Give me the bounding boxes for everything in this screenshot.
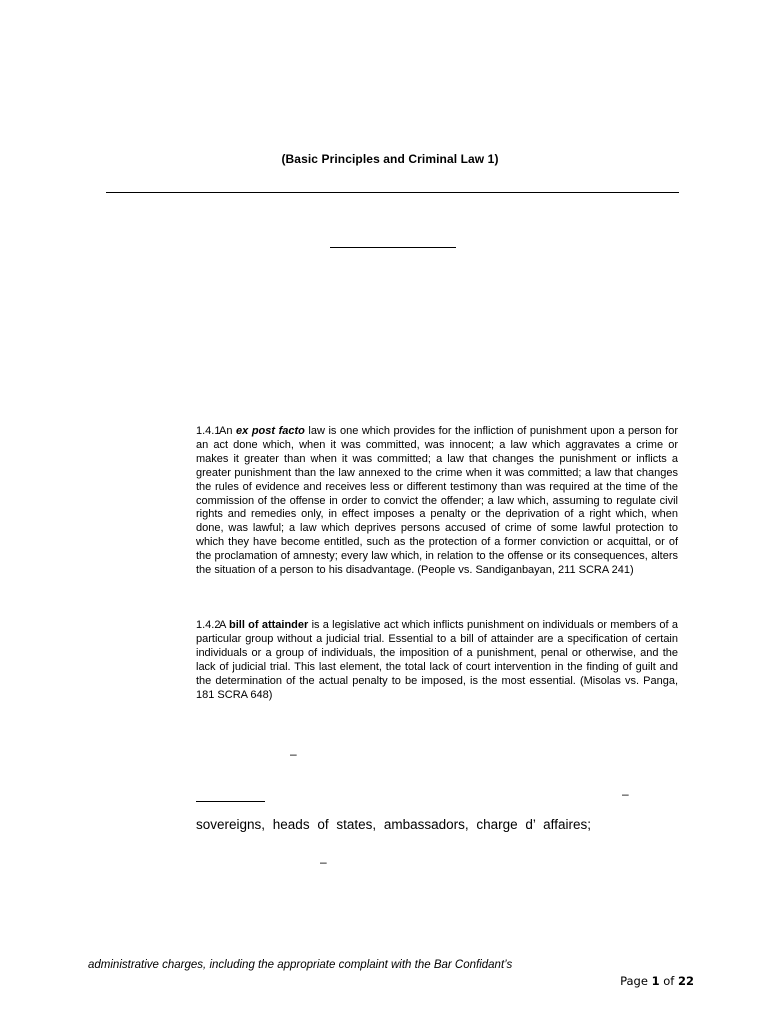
section-lead: An	[219, 425, 233, 437]
page-number: Page 1 of 22	[620, 974, 694, 988]
small-rule	[196, 801, 265, 802]
section-term: bill of attainder	[229, 619, 309, 631]
section-term: ex post facto	[236, 425, 305, 437]
section-number: 1.4.1	[196, 425, 221, 437]
section-1-4-1	[196, 425, 678, 578]
section-text: is a legislative act which inflicts punishment on individuals or members of a particular group without a judicial trial. Essential to a bill of attainder are a specification of certain individuals or a group of individuals, the imposition of a punishment, penal or otherwise, and the lack of judicial trial. This last element, the total lack of court intervention in the finding of guilt and the determination of the actual penalty to be imposed, is the most essential. (Misolas vs. Panga, 181 SCRA 648)	[196, 619, 678, 701]
short-rule	[330, 247, 456, 248]
title-rule	[106, 192, 679, 193]
dash-mark: –	[622, 787, 629, 801]
document-title: (Basic Principles and Criminal Law 1)	[281, 152, 499, 166]
section-1-4-2	[196, 619, 678, 702]
dash-mark: –	[320, 855, 327, 869]
dash-mark: –	[290, 747, 297, 761]
section-number: 1.4.2	[196, 619, 221, 631]
footer-text: administrative charges, including the appropriate complaint with the Bar Confidant’s	[88, 959, 513, 971]
sovereigns-line: sovereigns, heads of states, ambassadors, charge d’ affaires;	[196, 817, 591, 832]
section-text: law is one which provides for the infliction of punishment upon a person for an act done which, when it was committed, was innocent; a law which aggravates a crime or makes it greater than when it was committed; a law that changes the punishment or inflicts a greater punishment than the law annexed to the crime when it was committed; a law that changes the rules of evidence and receives less or different testimony than was required at the time of the commission of the offense in order to convict the offender; a law which, assuming to regulate civil rights and remedies only, in effect imposes a penalty or the deprivation of a right which, when done, was lawful; a law which deprives persons accused of crime of some lawful protection to which they have become entitled, such as the protection of a former conviction or acquittal, or of the proclamation of amnesty; every law which, in relation to the offense or its consequences, alters the situation of a person to his disadvantage. (People vs. Sandiganbayan, 211 SCRA 241)	[196, 425, 679, 577]
section-lead: A	[219, 619, 226, 631]
